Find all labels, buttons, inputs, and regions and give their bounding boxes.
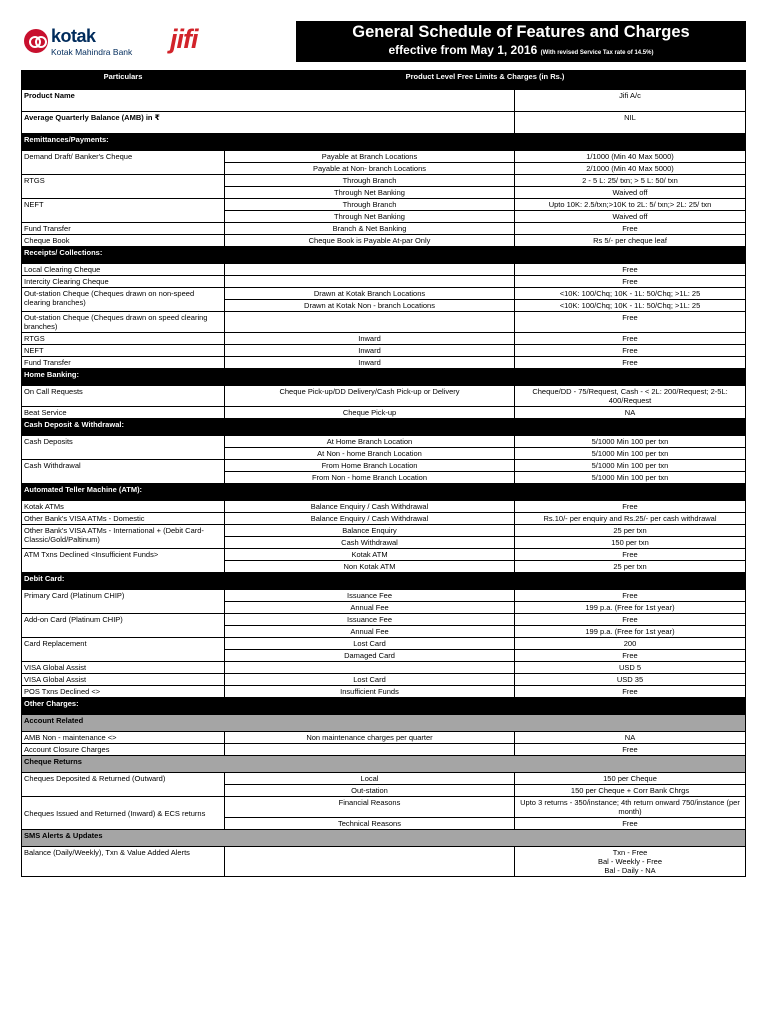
row-value: Free	[515, 501, 746, 513]
row-detail: At Home Branch Location	[225, 436, 515, 448]
row-detail: Technical Reasons	[225, 818, 515, 830]
row-value	[515, 847, 746, 877]
row-detail	[225, 276, 515, 288]
subsection-header	[22, 830, 746, 847]
product-name-value: Jifi A/c	[515, 90, 746, 112]
row-detail: Through Net Banking	[225, 211, 515, 223]
row-detail: Balance Enquiry / Cash Withdrawal	[225, 513, 515, 525]
table-row	[22, 151, 746, 163]
kotak-brand-subtitle: Kotak Mahindra Bank	[51, 47, 133, 57]
row-label: Fund Transfer	[22, 357, 225, 369]
row-label: VISA Global Assist	[22, 674, 225, 686]
section-header	[22, 573, 746, 590]
kotak-brand-name: kotak	[51, 26, 96, 46]
row-detail: Branch & Net Banking	[225, 223, 515, 235]
row-label: Other Bank's VISA ATMs - Domestic	[22, 513, 225, 525]
kotak-logo-icon	[24, 29, 48, 53]
row-value: Rs.10/- per enquiry and Rs.25/- per cash withdrawal	[515, 513, 746, 525]
row-value: 200	[515, 638, 746, 650]
subsection-sms-alerts: SMS Alerts & Updates	[22, 830, 746, 847]
table-row	[22, 223, 746, 235]
row-detail: Through Branch	[225, 175, 515, 187]
amb-value: NIL	[515, 112, 746, 134]
row-label: Balance (Daily/Weekly), Txn & Value Added Alerts	[22, 847, 225, 877]
row-value: Free	[515, 264, 746, 276]
row-value: USD 35	[515, 674, 746, 686]
section-atm: Automated Teller Machine (ATM):	[22, 484, 746, 501]
table-row	[22, 264, 746, 276]
row-label: Kotak ATMs	[22, 501, 225, 513]
row-label: Out-station Cheque (Cheques drawn on speed clearing branches)	[22, 312, 225, 333]
row-detail: At Non - home Branch Location	[225, 448, 515, 460]
row-label: Demand Draft/ Banker's Cheque	[22, 151, 225, 175]
row-value: Upto 3 returns - 350/instance; 4th return onward 750/instance (per month)	[515, 797, 746, 818]
row-detail: Balance Enquiry / Cash Withdrawal	[225, 501, 515, 513]
row-label: Cash Withdrawal	[22, 460, 225, 484]
document-title: General Schedule of Features and Charges	[352, 23, 690, 41]
row-value: 199 p.a. (Free for 1st year)	[515, 626, 746, 638]
section-header	[22, 698, 746, 715]
row-label: Cheque Book	[22, 235, 225, 247]
row-value: <10K: 100/Chq; 10K - 1L: 50/Chq; >1L: 25	[515, 300, 746, 312]
section-header	[22, 369, 746, 386]
row-value: <10K: 100/Chq; 10K - 1L: 50/Chq; >1L: 25	[515, 288, 746, 300]
sms-value-weekly: Bal - Weekly - Free	[597, 857, 663, 866]
row-value: Free	[515, 686, 746, 698]
row-value: Cheque/DD - 75/Request, Cash - < 2L: 200/Request; 2-5L: 400/Request	[515, 386, 746, 407]
sms-value-daily: Bal - Daily - NA	[604, 866, 656, 875]
sms-value-txn: Txn - Free	[612, 848, 648, 857]
row-detail: Cheque Pick-up	[225, 407, 515, 419]
table-row	[22, 386, 746, 407]
row-detail	[225, 264, 515, 276]
table-row	[22, 436, 746, 448]
row-label: NEFT	[22, 345, 225, 357]
row-value: 5/1000 Min 100 per txn	[515, 436, 746, 448]
table-row	[22, 175, 746, 187]
row-value: 2/1000 (Min 40 Max 5000)	[515, 163, 746, 175]
row-value: 1/1000 (Min 40 Max 5000)	[515, 151, 746, 163]
row-label: Local Clearing Cheque	[22, 264, 225, 276]
document-subtitle	[296, 42, 746, 61]
section-remittances: Remittances/Payments:	[22, 134, 746, 151]
row-value: Free	[515, 357, 746, 369]
row-label: NEFT	[22, 199, 225, 223]
row-detail: Lost Card	[225, 674, 515, 686]
row-detail: Drawn at Kotak Branch Locations	[225, 288, 515, 300]
row-detail: Inward	[225, 357, 515, 369]
table-row	[22, 732, 746, 744]
subsection-header	[22, 756, 746, 773]
row-detail: From Home Branch Location	[225, 460, 515, 472]
row-value: Free	[515, 614, 746, 626]
table-row	[22, 638, 746, 650]
section-header	[22, 484, 746, 501]
row-value: Free	[515, 650, 746, 662]
table-row	[22, 614, 746, 626]
row-label: Card Replacement	[22, 638, 225, 662]
row-label: On Call Requests	[22, 386, 225, 407]
table-row	[22, 199, 746, 211]
document-header	[20, 21, 746, 62]
table-row	[22, 744, 746, 756]
effective-date: effective from May 1, 2016	[388, 43, 538, 57]
row-value: Free	[515, 744, 746, 756]
section-receipts: Receipts/ Collections:	[22, 247, 746, 264]
row-value: Free	[515, 549, 746, 561]
row-value: Free	[515, 333, 746, 345]
row-detail: Inward	[225, 333, 515, 345]
row-detail: Local	[225, 773, 515, 785]
row-detail: Issuance Fee	[225, 590, 515, 602]
row-value: Free	[515, 276, 746, 288]
table-row	[22, 345, 746, 357]
row-detail: Annual Fee	[225, 626, 515, 638]
table-row	[22, 674, 746, 686]
table-row	[22, 662, 746, 674]
row-label: AMB Non - maintenance <>	[22, 732, 225, 744]
column-header-row	[22, 71, 746, 90]
row-detail	[225, 847, 515, 877]
row-label: Primary Card (Platinum CHIP)	[22, 590, 225, 614]
table-row	[22, 525, 746, 537]
table-row	[22, 549, 746, 561]
row-label: VISA Global Assist	[22, 662, 225, 674]
row-value: 5/1000 Min 100 per txn	[515, 460, 746, 472]
subsection-account-related: Account Related	[22, 715, 746, 732]
row-detail: Drawn at Kotak Non - branch Locations	[225, 300, 515, 312]
row-detail: Insufficient Funds	[225, 686, 515, 698]
schedule-table	[21, 70, 746, 877]
row-detail	[225, 662, 515, 674]
amb-label: Average Quarterly Balance (AMB) in ₹	[22, 112, 515, 134]
section-other-charges: Other Charges:	[22, 698, 746, 715]
row-detail: Non maintenance charges per quarter	[225, 732, 515, 744]
subsection-cheque-returns: Cheque Returns	[22, 756, 746, 773]
row-label: Account Closure Charges	[22, 744, 225, 756]
section-home-banking: Home Banking:	[22, 369, 746, 386]
row-detail: From Non - home Branch Location	[225, 472, 515, 484]
row-value: USD 5	[515, 662, 746, 674]
row-label: Cheques Deposited & Returned (Outward)	[22, 773, 225, 797]
row-detail: Kotak ATM	[225, 549, 515, 561]
row-detail: Damaged Card	[225, 650, 515, 662]
product-name-label: Product Name	[22, 90, 515, 112]
table-row	[22, 407, 746, 419]
row-value: 5/1000 Min 100 per txn	[515, 472, 746, 484]
row-detail: Issuance Fee	[225, 614, 515, 626]
row-value: Free	[515, 818, 746, 830]
row-value: NA	[515, 407, 746, 419]
amb-row	[22, 112, 746, 134]
row-value: 25 per txn	[515, 525, 746, 537]
subsection-header	[22, 715, 746, 732]
row-detail	[225, 312, 515, 333]
table-row	[22, 590, 746, 602]
row-value: Upto 10K: 2.5/txn;>10K to 2L: 5/ txn;> 2L: 25/ txn	[515, 199, 746, 211]
row-label: Out-station Cheque (Cheques drawn on non-speed clearing branches)	[22, 288, 225, 312]
row-label: Intercity Clearing Cheque	[22, 276, 225, 288]
row-value: Free	[515, 345, 746, 357]
table-row	[22, 797, 746, 818]
row-detail: Cash Withdrawal	[225, 537, 515, 549]
row-detail: Annual Fee	[225, 602, 515, 614]
row-detail: Through Net Banking	[225, 187, 515, 199]
row-detail: Financial Reasons	[225, 797, 515, 818]
section-header	[22, 134, 746, 151]
table-row	[22, 847, 746, 877]
row-detail: Payable at Branch Locations	[225, 151, 515, 163]
table-row	[22, 460, 746, 472]
section-debit-card: Debit Card:	[22, 573, 746, 590]
row-detail: Cheque Pick-up/DD Delivery/Cash Pick-up or Delivery	[225, 386, 515, 407]
section-header	[22, 247, 746, 264]
row-value: 150 per txn	[515, 537, 746, 549]
row-label: POS Txns Declined <>	[22, 686, 225, 698]
row-detail: Out-station	[225, 785, 515, 797]
row-value: Free	[515, 590, 746, 602]
row-label: Cheques Issued and Returned (Inward) & ECS returns	[22, 797, 225, 830]
section-cash: Cash Deposit & Withdrawal:	[22, 419, 746, 436]
row-detail: Through Branch	[225, 199, 515, 211]
row-value: 150 per Cheque + Corr Bank Chrgs	[515, 785, 746, 797]
row-label: Cash Deposits	[22, 436, 225, 460]
table-row	[22, 773, 746, 785]
row-detail: Inward	[225, 345, 515, 357]
row-value: Free	[515, 312, 746, 333]
row-value: 2 - 5 L: 25/ txn; > 5 L: 50/ txn	[515, 175, 746, 187]
column-header-charges: Product Level Free Limits & Charges (in Rs.)	[225, 71, 746, 90]
jifi-logo: jifi	[170, 24, 198, 54]
table-row	[22, 235, 746, 247]
row-label: Add-on Card (Platinum CHIP)	[22, 614, 225, 638]
row-label: RTGS	[22, 175, 225, 199]
table-row	[22, 513, 746, 525]
row-detail: Balance Enquiry	[225, 525, 515, 537]
row-detail: Cheque Book is Payable At-par Only	[225, 235, 515, 247]
row-detail: Payable at Non- branch Locations	[225, 163, 515, 175]
table-row	[22, 288, 746, 300]
subtitle-note: (With revised Service Tax rate of 14.5%)	[540, 50, 654, 56]
row-label: Beat Service	[22, 407, 225, 419]
row-value: NA	[515, 732, 746, 744]
row-value: Rs 5/- per cheque leaf	[515, 235, 746, 247]
row-detail: Lost Card	[225, 638, 515, 650]
row-detail: Non Kotak ATM	[225, 561, 515, 573]
row-value: 25 per txn	[515, 561, 746, 573]
row-label: Other Bank's VISA ATMs - International + (Debit Card-Classic/Gold/Paltinum)	[22, 525, 225, 549]
table-row	[22, 501, 746, 513]
product-name-row	[22, 90, 746, 112]
table-row	[22, 686, 746, 698]
row-value: 5/1000 Min 100 per txn	[515, 448, 746, 460]
row-label: RTGS	[22, 333, 225, 345]
table-row	[22, 333, 746, 345]
section-header	[22, 419, 746, 436]
row-value: 199 p.a. (Free for 1st year)	[515, 602, 746, 614]
table-row	[22, 312, 746, 333]
table-row	[22, 276, 746, 288]
row-label: ATM Txns Declined <Insufficient Funds>	[22, 549, 225, 573]
row-value: Waived off	[515, 187, 746, 199]
row-detail	[225, 744, 515, 756]
row-value: Waived off	[515, 211, 746, 223]
row-value: Free	[515, 223, 746, 235]
row-label: Fund Transfer	[22, 223, 225, 235]
title-banner	[296, 21, 746, 62]
table-row	[22, 357, 746, 369]
column-header-particulars: Particulars	[22, 71, 225, 90]
row-value: 150 per Cheque	[515, 773, 746, 785]
logo-area	[20, 21, 296, 62]
